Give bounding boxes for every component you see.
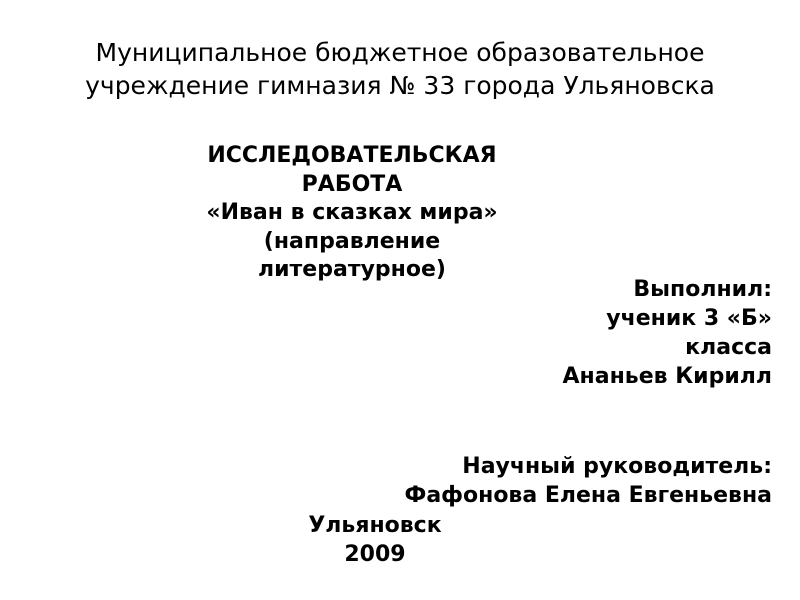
year: 2009: [344, 541, 406, 567]
supervisor-block: [360, 452, 772, 510]
author-class-line-1: ученик 3 «Б»: [606, 306, 772, 332]
city-name: Ульяновск: [308, 513, 442, 538]
supervisor-label: Научный руководитель:: [462, 454, 772, 479]
author-block: [420, 275, 772, 391]
author-class-line-2: класса: [685, 335, 772, 361]
work-direction-line-2: литературное): [258, 257, 446, 283]
author-name: Ананьев Кирилл: [562, 364, 772, 390]
author-label: Выполнил:: [633, 277, 772, 302]
supervisor-name: Фафонова Елена Евгеньевна: [404, 483, 772, 509]
institution-name: Муниципальное бюджетное образовательное учреждение гимназия № 33 города Ульяновска: [85, 38, 715, 100]
work-title-block: [152, 142, 552, 285]
work-title-line-1: ИССЛЕДОВАТЕЛЬСКАЯ: [207, 143, 497, 168]
work-direction-line-1: (направление: [263, 228, 441, 254]
work-subject-line: «Иван в сказках мира»: [206, 200, 498, 226]
work-title-line-2: РАБОТА: [301, 171, 403, 197]
city-year-block: [190, 512, 560, 569]
